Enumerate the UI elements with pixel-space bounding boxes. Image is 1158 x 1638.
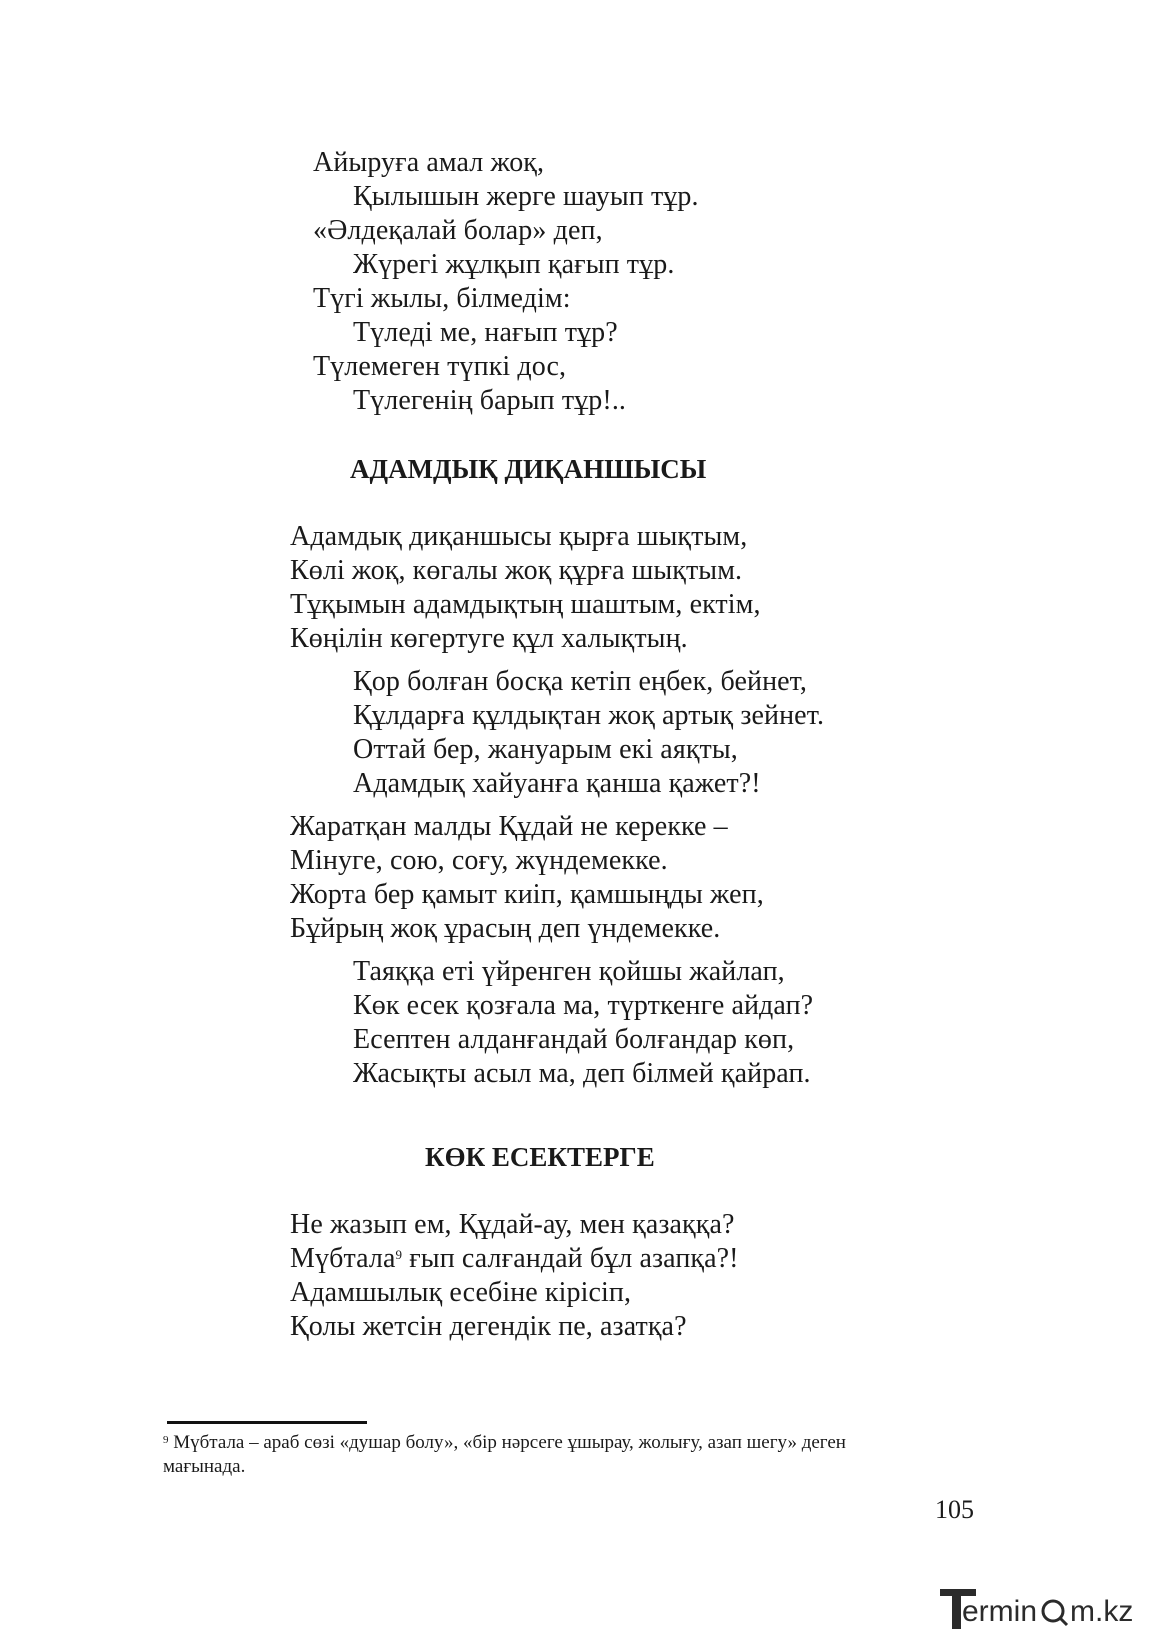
verse-text: ғып салғандай бұл азапқа?! <box>402 1243 739 1274</box>
verse-line: Таяққа еті үйренген қойшы жайлап, <box>353 956 785 987</box>
verse-line <box>290 1242 739 1276</box>
watermark-text-a: ermin <box>962 1595 1038 1628</box>
verse-line: Оттай бер, жануарым екі аяқты, <box>353 734 738 765</box>
verse-line: Жорта бер қамыт киіп, қамшыңды жеп, <box>290 879 764 910</box>
verse-line: Адамдық хайуанға қанша қажет?! <box>353 768 761 799</box>
verse-line: Мінуге, сою, соғу, жүндемекке. <box>290 845 668 876</box>
watermark-text-b: m.kz <box>1070 1595 1134 1628</box>
verse-line: Түгі жылы, білмедім: <box>313 283 571 314</box>
verse-text: Мүбтала <box>290 1243 396 1274</box>
footnote <box>163 1431 846 1455</box>
poem-title: АДАМДЫҚ ДИҚАНШЫСЫ <box>350 454 707 484</box>
verse-line: Айыруға амал жоқ, <box>313 147 545 178</box>
page-number: 105 <box>935 1495 974 1524</box>
verse-line: Жүрегі жұлқып қағып тұр. <box>353 249 675 280</box>
verse-line: Көлі жоқ, көгалы жоқ құрға шықтым. <box>290 555 743 586</box>
footnote-marker: 9 <box>163 1434 169 1446</box>
verse-line: Адамдық диқаншысы қырға шықтым, <box>290 521 748 552</box>
verse-line: Жасықты асыл ма, деп білмей қайрап. <box>353 1058 811 1089</box>
verse-line: Бұйрың жоқ ұрасың деп үндемекке. <box>290 913 721 944</box>
verse-line: Қылышын жерге шауып тұр. <box>353 181 699 212</box>
footnote-divider <box>167 1421 367 1424</box>
verse-line: Не жазып ем, Құдай-ау, мен қазаққа? <box>290 1209 735 1240</box>
site-watermark-logo <box>940 1583 1150 1633</box>
verse-line: Құлдарға құлдықтан жоқ артық зейнет. <box>353 700 825 731</box>
footnote-reference: 9 <box>395 1247 403 1262</box>
verse-line: «Әлдеқалай болар» деп, <box>313 215 603 246</box>
watermark-emblem <box>940 1583 1150 1633</box>
verse-line: Түледі ме, нағып тұр? <box>353 317 618 348</box>
verse-line: Көңілін көгертуге құл халықтың. <box>290 623 688 654</box>
poem-title: КӨК ЕСЕКТЕРГЕ <box>425 1142 655 1172</box>
verse-line: Көк есек қозғала ма, түрткенге айдап? <box>353 990 814 1021</box>
verse-line: Түлемеген түпкі дос, <box>313 351 567 382</box>
verse-line: Жаратқан малды Құдай не керекке – <box>290 811 728 842</box>
verse-line: Қор болған босқа кетіп еңбек, бейнет, <box>353 666 808 697</box>
verse-line: Тұқымын адамдықтың шаштым, ектім, <box>290 589 761 620</box>
footnote-continuation: мағынада. <box>163 1456 246 1477</box>
verse-line: Қолы жетсін дегендік пе, азатқа? <box>290 1311 687 1342</box>
verse-line: Түлегенің барып тұр!.. <box>353 385 627 416</box>
verse-line: Есептен алданғандай болғандар көп, <box>353 1024 795 1055</box>
verse-line: Адамшылық есебіне кірісіп, <box>290 1277 632 1308</box>
footnote-text: Мүбтала – араб сөзі «душар болу», «бір нәрсеге ұшырау, жолығу, азап шегу» деген <box>168 1432 846 1453</box>
